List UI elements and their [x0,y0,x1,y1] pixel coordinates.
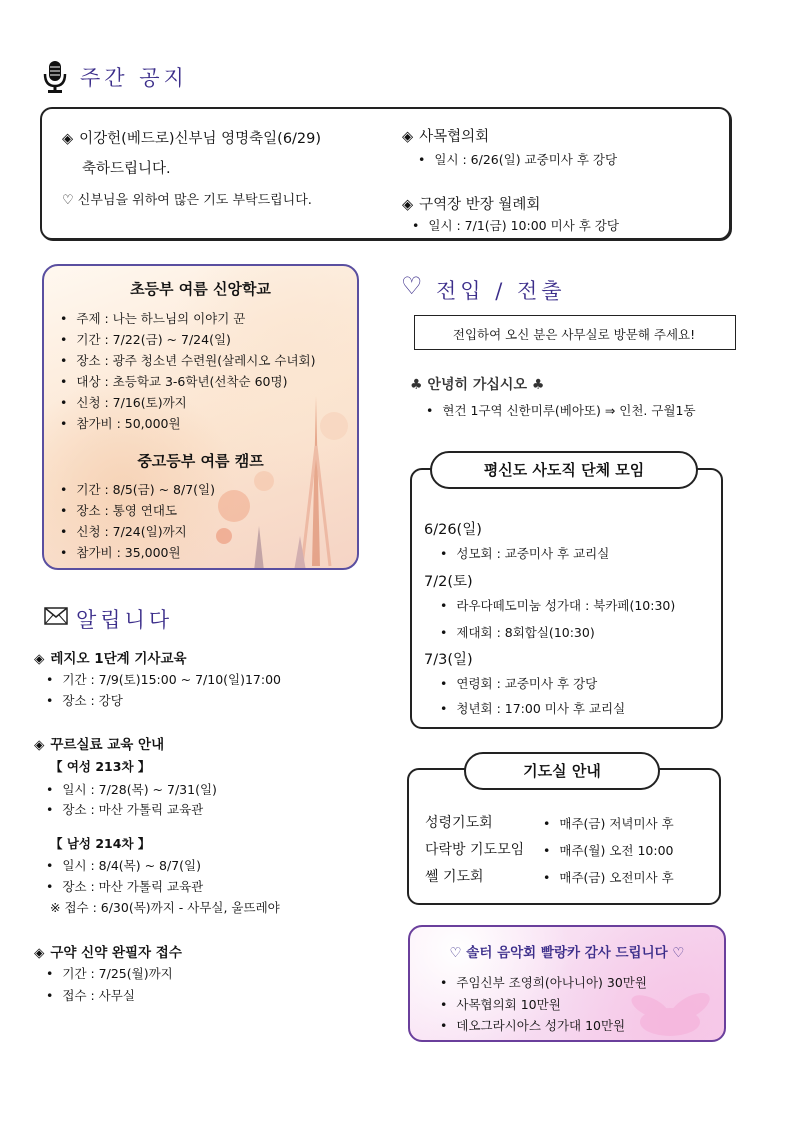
prayer-group-name: 다락방 기도모임 [425,842,525,858]
prayer-group-time: • 매주(금) 오전미사 후 [543,868,674,886]
weekly-notice-left-line2: 축하드립니다. [82,161,171,177]
envelope-icon [44,607,68,629]
goodbye-item: • 현건 1구역 신한미루(베아또) ⇒ 인천. 구월1동 [426,401,696,419]
summer-school-box [42,264,359,570]
prayer-group-time: • 매주(월) 오전 10:00 [543,841,673,859]
announcement-heading: ◈ 구약 신약 완필자 접수 [34,945,182,961]
diamond-icon: ◈ [34,651,45,667]
goodbye-heading: ♣ 안녕히 가십시오 ♣ [410,377,545,393]
group-day-item: • 연령회 : 교중미사 후 강당 [440,674,597,692]
thanks-item: • 주임신부 조영희(아나니아) 30만원 [440,973,647,991]
camp-item: • 기간 : 8/5(금) ~ 8/7(일) [60,480,215,498]
council-heading: ◈ 사목협의회 [402,129,490,145]
announcement-item: • 장소 : 강당 [46,691,123,709]
diamond-icon: ◈ [402,129,414,145]
group-day-item: • 성모회 : 교중미사 후 교리실 [440,544,609,562]
council-item: • 일시 : 6/26(일) 교중미사 후 강당 [418,150,617,168]
decorative-tower-image [194,386,359,570]
camp-item: • 장소 : 통영 연대도 [60,501,177,519]
prayer-group-time: • 매주(금) 저녁미사 후 [543,814,674,832]
group-day-item: • 라우다떼도미눔 성가대 : 북카페(10:30) [440,596,675,614]
group-day-date: 7/3(일) [424,652,473,668]
announcement-item: • 장소 : 마산 가톨릭 교육관 [46,800,203,818]
thanks-title: ♡ 솔터 음악회 빨랑카 감사 드립니다 ♡ [449,945,685,961]
weekly-notice-left-heading: ◈ 이강헌(베드로)신부님 영명축일(6/29) [62,131,322,147]
group-meeting-title: 평신도 사도직 단체 모임 [430,451,698,489]
camp-title: 중고등부 여름 캠프 [137,452,264,470]
announcement-item: • 장소 : 마산 가톨릭 교육관 [46,877,203,895]
group-day-item: • 제대회 : 8회합실(10:30) [440,623,595,641]
summer-school-item: • 기간 : 7/22(금) ~ 7/24(일) [60,330,231,348]
diamond-icon: ◈ [62,131,74,147]
summer-school-item: • 참가비 : 50,000원 [60,414,181,432]
group-day-item: • 청년회 : 17:00 미사 후 교리실 [440,699,625,717]
summer-school-item: • 장소 : 광주 청소년 수련원(살레시오 수녀회) [60,351,315,369]
group-meeting-box [410,468,723,729]
weekly-notice-left-line3: ♡ 신부님을 위하여 많은 기도 부탁드립니다. [62,193,312,208]
transfer-notice-box [414,315,736,350]
announcement-item: • 기간 : 7/9(토)15:00 ~ 7/10(일)17:00 [46,670,281,688]
weekly-notice-title: 주간 공지 [80,66,188,90]
announcement-item: • 기간 : 7/25(월)까지 [46,964,173,982]
group-day-date: 6/26(일) [424,522,482,538]
transfer-title: 전입 / 전출 [436,279,566,303]
leader-meeting-item: • 일시 : 7/1(금) 10:00 미사 후 강당 [412,216,619,234]
summer-school-item: • 주제 : 나는 하느님의 이야기 꾼 [60,309,245,327]
thanks-item: • 사목협의회 10만원 [440,995,561,1013]
prayer-room-title: 기도실 안내 [464,752,660,790]
leader-meeting-heading: ◈ 구역장 반장 월례회 [402,197,541,213]
summer-school-item: • 대상 : 초등학교 3-6학년(선착순 60명) [60,372,287,390]
cursillo-note: ※ 접수 : 6/30(목)까지 - 사무실, 울뜨레야 [50,900,280,915]
announcement-item: • 접수 : 사무실 [46,986,135,1004]
group-day-date: 7/2(토) [424,574,473,590]
announcement-item: • 일시 : 7/28(목) ~ 7/31(일) [46,780,217,798]
prayer-group-name: 성령기도회 [425,815,493,831]
cursillo-male-label: 【 남성 214차 】 [50,836,151,851]
thanks-box [408,925,726,1042]
camp-item: • 신청 : 7/24(일)까지 [60,522,187,540]
diamond-icon: ◈ [34,737,45,753]
weekly-notice-box [40,107,731,240]
camp-item: • 참가비 : 35,000원 [60,543,181,561]
announcement-item: • 일시 : 8/4(목) ~ 8/7(일) [46,856,201,874]
thanks-item: • 데오그라시아스 성가대 10만원 [440,1016,625,1034]
announcement-heading: ◈ 꾸르실료 교육 안내 [34,737,165,753]
announcement-heading: ◈ 레지오 1단계 기사교육 [34,651,187,667]
microphone-icon [42,60,68,94]
transfer-notice-text: 전입하여 오신 분은 사무실로 방문해 주세요! [452,327,696,342]
diamond-icon: ◈ [34,945,45,961]
diamond-icon: ◈ [402,197,414,213]
prayer-group-name: 쎌 기도회 [425,869,484,885]
heart-icon: ♡ [401,272,423,300]
cursillo-female-label: 【 여성 213차 】 [50,759,151,774]
summer-school-item: • 신청 : 7/16(토)까지 [60,393,187,411]
summer-school-title: 초등부 여름 신앙학교 [130,280,271,298]
announcements-title: 알립니다 [76,608,174,632]
